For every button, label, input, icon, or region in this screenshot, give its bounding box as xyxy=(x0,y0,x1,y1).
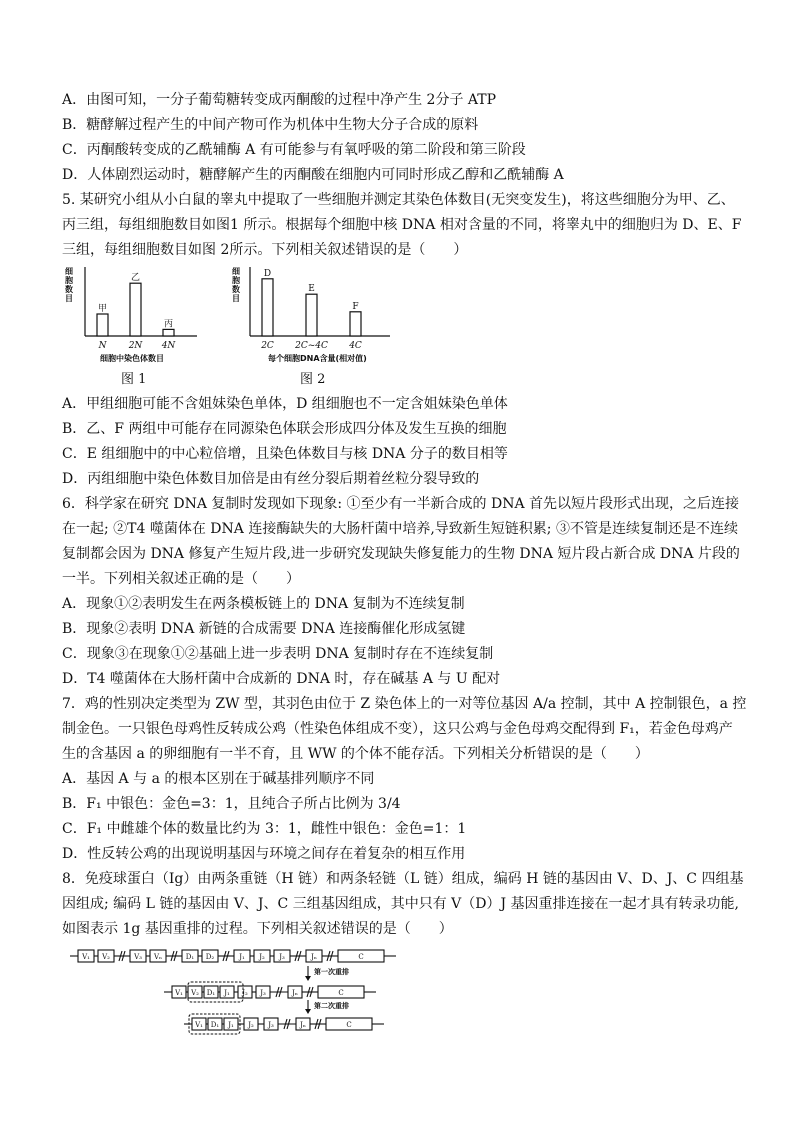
option-7a: A．基因 A 与 a 的根本区别在于碱基排列顺序不同 xyxy=(62,771,375,787)
question-7-line2: 制金色。一只银色母鸡性反转成公鸡（性染色体组成不变），这只公鸡与金色母鸡交配得到 F₁，若金色母鸡产 xyxy=(62,721,733,737)
step2-label: 第二次重排 xyxy=(314,1001,349,1010)
arrow-head-2 xyxy=(305,1009,311,1014)
row3-seg-label-0: V₁ xyxy=(195,1021,203,1029)
question-6-line3: 复制都会因为 DNA 修复产生短片段,进一步研究发现缺失修复能力的生物 DNA 短片段占新合成 DNA 片段的 xyxy=(62,546,740,562)
row2-seg-label-3: J₁ xyxy=(224,989,230,997)
row3-seg-label-6: C xyxy=(346,1021,352,1029)
fig1-tick-2: 4N xyxy=(161,341,176,351)
question-6-line2: 在一起; ②T4 噬菌体在 DNA 连接酶缺失的大肠杆菌中培养,导致新生短链积累; ③不管是连续复制还是不连续 xyxy=(62,521,738,537)
question-6-line4: 一半。下列相关叙述正确的是（ ） xyxy=(62,571,300,587)
fig1-tick-0: N xyxy=(98,341,107,351)
row2-seg-label-4: J₂ xyxy=(242,989,248,997)
figure-2-chart xyxy=(228,262,398,370)
question-8-line2: 因组成; 编码 L 链的基因由 V、J、C 三组基因组成，其中只有 V（D）J 基因重排连接在一起才具有转录功能, xyxy=(62,896,739,912)
arrow-head-1 xyxy=(305,976,311,981)
row2-seg-label-2: D₁ xyxy=(206,989,216,997)
figure-2-caption: 图 2 xyxy=(300,372,326,387)
option-4b: B．糖酵解过程产生的中间产物可作为机体中生物大分子合成的原料 xyxy=(62,117,479,133)
fig1-tick-1: 2N xyxy=(128,341,143,351)
option-5b: B．乙、F 两组中可能存在同源染色体联会形成四分体及发生互换的细胞 xyxy=(62,421,507,437)
option-4c: C．丙酮酸转变成的乙酰辅酶 A 有可能参与有氧呼吸的第二阶段和第三阶段 xyxy=(62,142,526,158)
row1-seg-label-2: V₃ xyxy=(134,953,142,961)
row1-seg-label-6: J₁ xyxy=(239,953,245,961)
option-6a: A．现象①②表明发生在两条模板链上的 DNA 复制为不连续复制 xyxy=(62,596,465,612)
figure-1-chart xyxy=(55,262,205,370)
fig2-bar-2 xyxy=(350,312,361,336)
row2-seg-label-0: V₁ xyxy=(175,989,183,997)
question-8-line1: 8．免疫球蛋白（Ig）由两条重链（H 链）和两条轻链（L 链）组成，编码 H 链的基因由 V、D、J、C 四组基 xyxy=(62,871,744,887)
row1-seg-label-10: C xyxy=(358,953,364,961)
row2-seg-label-1: V₂ xyxy=(191,989,199,997)
fig2-tick-2: 4C xyxy=(349,341,362,351)
option-4a: A．由图可知，一分子葡萄糖转变成丙酮酸的过程中净产生 2分子 ATP xyxy=(62,92,497,108)
fig1-bar-label-0: 甲 xyxy=(97,304,108,314)
fig2-bar-0 xyxy=(262,279,273,336)
question-5-line3: 三组，每组细胞数目如图 2所示。下列相关叙述错误的是（ ） xyxy=(62,242,468,258)
row1-seg-label-1: V₂ xyxy=(102,953,110,961)
option-7d: D．性反转公鸡的出现说明基因与环境之间存在着复杂的相互作用 xyxy=(62,846,466,862)
option-6b: B．现象②表明 DNA 新链的合成需要 DNA 连接酶催化形成氢键 xyxy=(62,621,466,637)
fig2-bar-label-1: E xyxy=(308,284,315,295)
fig2-bar-label-2: F xyxy=(352,301,359,312)
row1-seg-label-7: J₂ xyxy=(259,953,265,961)
fig1-bar-0 xyxy=(97,314,108,336)
question-7-line1: 7．鸡的性别决定类型为 ZW 型，其羽色由位于 Z 染色体上的一对等位基因 A/a 控制，其中 A 控制银色，a 控 xyxy=(62,696,747,712)
fig1-bar-2 xyxy=(163,329,174,336)
fig2-ylabel: 细胞数目 xyxy=(232,267,240,303)
fig2-bar-label-0: D xyxy=(263,268,272,279)
row1-seg-label-3: Vₙ xyxy=(153,953,163,961)
option-5d: D．丙组细胞中染色体数目加倍是由有丝分裂后期着丝粒分裂导致的 xyxy=(62,471,480,487)
option-4d: D．人体剧烈运动时，糖酵解产生的丙酮酸在细胞内可同时形成乙醇和乙酰辅酶 A xyxy=(62,167,564,183)
fig2-tick-1: 2C~4C xyxy=(295,341,328,351)
fig2-bar-1 xyxy=(306,294,317,336)
fig2-tick-0: 2C xyxy=(261,341,274,351)
row3-seg-label-4: J₃ xyxy=(268,1021,274,1029)
row1-seg-label-4: D₁ xyxy=(185,953,195,961)
option-5c: C．E 组细胞中的中心粒倍增，且染色体数目与核 DNA 分子的数目相等 xyxy=(62,446,508,462)
row3-seg-label-5: Jₙ xyxy=(300,1021,306,1029)
row1-seg-label-0: V₁ xyxy=(82,953,90,961)
question-6-line1: 6．科学家在研究 DNA 复制时发现如下现象: ①至少有一半新合成的 DNA 首先以短片段形式出现，之后连接 xyxy=(62,496,740,512)
row3-seg-label-3: J₂ xyxy=(248,1021,254,1029)
fig1-bar-label-2: 丙 xyxy=(163,319,174,330)
question-7-line3: 生的含基因 a 的卵细胞有一半不育，且 WW 的个体不能存活。下列相关分析错误的是（ ） xyxy=(62,746,649,762)
row1-seg-label-8: J₃ xyxy=(279,953,285,961)
option-6d: D．T4 噬菌体在大肠杆菌中合成新的 DNA 时，存在碱基 A 与 U 配对 xyxy=(62,671,501,687)
fig1-bar-1 xyxy=(130,283,141,336)
option-6c: C．现象③在现象①②基础上进一步表明 DNA 复制时存在不连续复制 xyxy=(62,646,494,662)
figure-1-caption: 图 1 xyxy=(121,372,147,387)
row3-seg-label-1: D₁ xyxy=(210,1021,220,1029)
row2-seg-label-6: Jₙ xyxy=(292,989,298,997)
row3-seg-label-2: J₁ xyxy=(228,1021,234,1029)
option-7c: C．F₁ 中雌雄个体的数量比约为 3：1，雌性中银色：金色=1：1 xyxy=(62,821,467,837)
gene-rearrangement-diagram xyxy=(60,942,460,1038)
question-8-line3: 如图表示 1g 基因重排的过程。下列相关叙述错误的是（ ） xyxy=(62,921,453,937)
fig2-xlabel: 每个细胞DNA含量(相对值) xyxy=(268,354,367,363)
row2-seg-label-5: J₃ xyxy=(260,989,266,997)
row2-seg-label-7: C xyxy=(338,989,344,997)
row1-seg-label-5: D₂ xyxy=(205,953,215,961)
question-5-line2: 丙三组，每组细胞数目如图1 所示。根据每个细胞中核 DNA 相对含量的不同，将睾丸中的细胞归为 D、E、F xyxy=(62,217,742,233)
option-7b: B．F₁ 中银色：金色=3：1，且纯合子所占比例为 3/4 xyxy=(62,796,401,812)
question-5-line1: 5. 某研究小组从小白鼠的睾丸中提取了一些细胞并测定其染色体数目(无突变发生)，将这些细胞分为甲、乙、 xyxy=(62,192,735,208)
row1-seg-label-9: Jₙ xyxy=(311,953,317,961)
option-5a: A．甲组细胞可能不含姐妹染色单体，D 组细胞也不一定含姐妹染色单体 xyxy=(62,396,508,412)
step1-label: 第一次重排 xyxy=(314,967,349,976)
fig1-bar-label-1: 乙 xyxy=(130,273,141,284)
fig1-ylabel: 细胞数目 xyxy=(65,267,73,303)
fig1-xlabel: 细胞中染色体数目 xyxy=(100,354,164,363)
